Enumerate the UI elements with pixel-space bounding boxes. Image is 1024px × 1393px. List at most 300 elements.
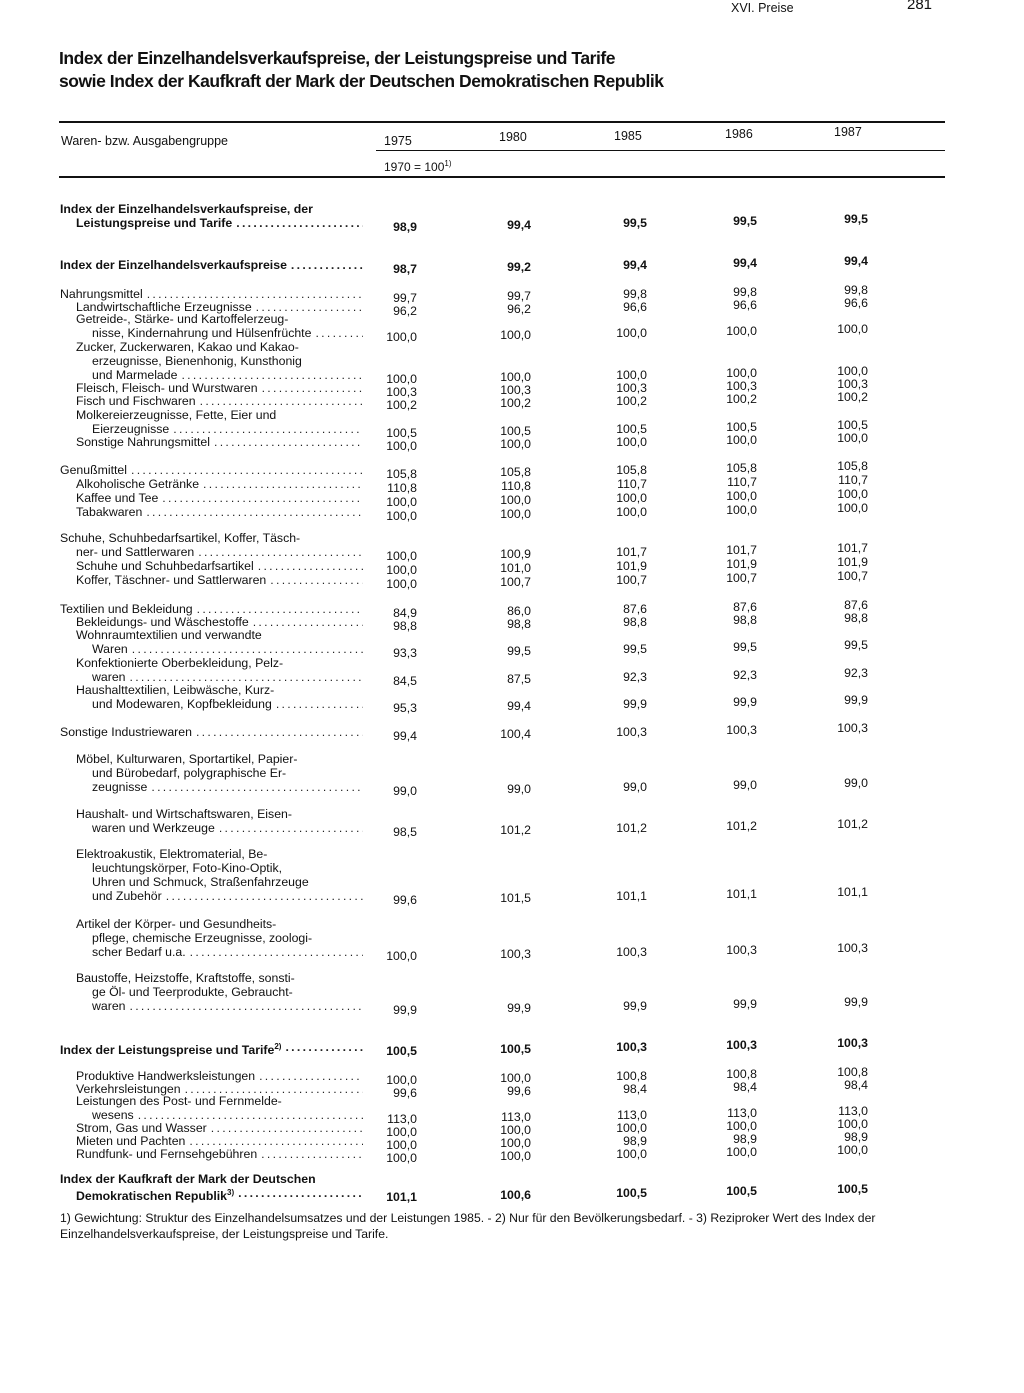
- row-label: [60, 725, 363, 739]
- cell-value-1975: 100,5: [386, 426, 417, 440]
- cell-value-1986: 100,0: [726, 1119, 757, 1133]
- cell-value-1987: 100,3: [837, 1036, 868, 1050]
- cell-value-1980: 100,0: [500, 1136, 531, 1150]
- cell-value-1987: 100,3: [837, 721, 868, 735]
- cell-value-1975: 113,0: [387, 1112, 417, 1126]
- cell-value-1986: 100,2: [726, 392, 757, 406]
- cell-value-1987: 100,0: [837, 1143, 868, 1157]
- cell-value-1986: 98,4: [733, 1080, 757, 1094]
- cell-value-1980: 99,5: [507, 644, 531, 658]
- row-label-text: Index der Kaufkraft der Mark der Deutschen: [60, 1172, 316, 1186]
- row-label-text: wesens: [92, 1108, 134, 1122]
- cell-value-1980: 99,4: [507, 218, 531, 232]
- cell-value-1987: 100,0: [837, 1117, 868, 1131]
- cell-value-1985: 113,0: [617, 1108, 647, 1122]
- cell-value-1987: 100,0: [837, 364, 868, 378]
- dot-leader: [142, 505, 363, 519]
- cell-value-1975: 100,0: [386, 1073, 417, 1087]
- cell-value-1986: 100,3: [726, 723, 757, 737]
- dot-leader: [281, 1040, 363, 1057]
- dot-leader: [185, 1134, 363, 1148]
- dot-leader: [162, 889, 363, 903]
- row-label: [60, 847, 363, 903]
- row-label-text: Verkehrsleistungen: [76, 1082, 181, 1096]
- cell-value-1987: 100,5: [837, 1182, 868, 1196]
- row-label: [60, 435, 363, 449]
- cell-value-1987: 110,7: [838, 473, 868, 487]
- dot-leader: [186, 945, 363, 959]
- row-label: [60, 1134, 363, 1148]
- cell-value-1980: 100,0: [500, 1149, 531, 1163]
- cell-value-1986: 100,5: [726, 1184, 757, 1198]
- dot-leader: [177, 368, 363, 382]
- cell-value-1986: 100,3: [726, 1038, 757, 1052]
- cell-value-1980: 99,9: [507, 1001, 531, 1015]
- cell-value-1986: 98,8: [733, 613, 757, 627]
- cell-value-1985: 100,3: [616, 381, 647, 395]
- cell-value-1980: 100,0: [500, 328, 531, 342]
- row-label-text: Demokratischen Republik$^{3)}$: [76, 1188, 235, 1204]
- row-label: [60, 408, 363, 436]
- dot-leader: [232, 216, 363, 230]
- cell-value-1986: 99,0: [733, 778, 757, 792]
- cell-value-1980: 100,0: [500, 370, 531, 384]
- cell-value-1986: 101,1: [726, 887, 757, 901]
- row-label-text: Bekleidungs- und Wäschestoffe: [76, 615, 249, 629]
- cell-value-1987: 105,8: [837, 459, 868, 473]
- row-label-text: Haushalttextilien, Leibwäsche, Kurz-: [76, 683, 275, 697]
- row-label-text: Genußmittel: [60, 463, 127, 477]
- row-label: [60, 1147, 363, 1161]
- row-label-text: ge Öl- und Teerprodukte, Gebraucht-: [92, 985, 293, 999]
- dot-leader: [194, 545, 363, 559]
- row-label-text: Möbel, Kulturwaren, Sportartikel, Papier-: [76, 752, 298, 766]
- cell-value-1975: 99,6: [393, 893, 417, 907]
- cell-value-1986: 100,0: [726, 503, 757, 517]
- cell-value-1987: 99,9: [844, 995, 868, 1009]
- cell-value-1985: 99,9: [623, 697, 647, 711]
- cell-value-1975: 100,5: [386, 1044, 417, 1058]
- cell-value-1986: 99,9: [733, 997, 757, 1011]
- row-label-text: Schuhe und Schuhbedarfsartikel: [76, 559, 254, 573]
- cell-value-1986: 113,0: [727, 1106, 757, 1120]
- cell-value-1986: 100,3: [726, 379, 757, 393]
- cell-value-1986: 100,7: [726, 571, 757, 585]
- cell-value-1975: 100,0: [386, 495, 417, 509]
- dot-leader: [192, 725, 363, 739]
- cell-value-1980: 100,0: [500, 507, 531, 521]
- cell-value-1986: 100,0: [726, 1145, 757, 1159]
- row-label-text: Elektroakustik, Elektromaterial, Be-: [76, 847, 268, 861]
- cell-value-1987: 100,2: [837, 390, 868, 404]
- row-label-text: und Modewaren, Kopfbekleidung: [92, 697, 272, 711]
- cell-value-1980: 100,2: [500, 396, 531, 410]
- cell-value-1986: 99,8: [733, 285, 757, 299]
- cell-value-1980: 100,7: [500, 575, 531, 589]
- cell-value-1975: 101,1: [386, 1190, 417, 1204]
- cell-value-1980: 100,0: [500, 1071, 531, 1085]
- cell-value-1980: 99,2: [507, 260, 531, 274]
- cell-value-1980: 87,5: [507, 672, 531, 686]
- row-label: [60, 752, 363, 794]
- cell-value-1980: 98,8: [507, 617, 531, 631]
- dot-leader: [311, 326, 363, 340]
- cell-value-1985: 99,5: [623, 642, 647, 656]
- row-label-text: Leistungen des Post- und Fernmelde-: [76, 1094, 282, 1108]
- cell-value-1985: 100,2: [616, 394, 647, 408]
- row-label-text: Koffer, Täschner- und Sattlerwaren: [76, 573, 267, 587]
- cell-value-1980: 99,6: [507, 1084, 531, 1098]
- year-header-1986: 1986: [725, 127, 753, 141]
- cell-value-1980: 105,8: [500, 465, 531, 479]
- cell-value-1987: 87,6: [844, 598, 868, 612]
- row-label-text: Tabakwaren: [76, 505, 143, 519]
- cell-value-1985: 101,7: [616, 545, 647, 559]
- row-label: [60, 381, 363, 395]
- cell-value-1987: 98,9: [844, 1130, 868, 1144]
- cell-value-1975: 100,0: [386, 1151, 417, 1165]
- row-label-text: Artikel der Körper- und Gesundheits-: [76, 917, 277, 931]
- cell-value-1975: 100,0: [386, 549, 417, 563]
- row-label: [60, 340, 363, 382]
- row-label: [60, 807, 363, 835]
- cell-value-1975: 100,3: [386, 385, 417, 399]
- row-label: [60, 202, 363, 230]
- cell-value-1985: 100,0: [616, 326, 647, 340]
- cell-value-1975: 98,8: [393, 619, 417, 633]
- table-top-rule: [59, 121, 945, 123]
- cell-value-1987: 100,0: [837, 501, 868, 515]
- cell-value-1985: 100,3: [616, 1040, 647, 1054]
- cell-value-1985: 100,0: [616, 1121, 647, 1135]
- cell-value-1980: 101,5: [500, 891, 531, 905]
- cell-value-1987: 100,8: [837, 1065, 868, 1079]
- cell-value-1975: 98,5: [393, 825, 417, 839]
- row-label-text: Eierzeugnisse: [92, 422, 170, 436]
- cell-value-1986: 100,0: [726, 489, 757, 503]
- cell-value-1987: 99,8: [844, 283, 868, 297]
- dot-leader: [254, 559, 363, 573]
- row-label-text: Baustoffe, Heizstoffe, Kraftstoffe, sonsti-: [76, 971, 295, 985]
- dot-leader: [215, 821, 363, 835]
- row-label-text: Getreide-, Stärke- und Kartoffelerzeug-: [76, 312, 289, 326]
- cell-value-1985: 92,3: [623, 670, 647, 684]
- row-label: [60, 477, 363, 491]
- cell-value-1980: 113,0: [501, 1110, 531, 1124]
- row-label-text: Zucker, Zuckerwaren, Kakao und Kakao-: [76, 340, 299, 354]
- year-header-1975: 1975: [384, 134, 412, 148]
- dot-leader: [158, 491, 363, 505]
- cell-value-1975: 96,2: [393, 304, 417, 318]
- cell-value-1975: 100,0: [386, 330, 417, 344]
- cell-value-1980: 110,8: [501, 479, 531, 493]
- cell-value-1975: 100,0: [386, 1125, 417, 1139]
- row-label: [60, 491, 363, 505]
- cell-value-1987: 100,3: [837, 377, 868, 391]
- cell-value-1985: 100,7: [616, 573, 647, 587]
- cell-value-1987: 99,5: [844, 638, 868, 652]
- cell-value-1975: 100,0: [386, 949, 417, 963]
- cell-value-1985: 100,3: [616, 945, 647, 959]
- row-label-text: Fleisch, Fleisch- und Wurstwaren: [76, 381, 258, 395]
- cell-value-1975: 98,7: [393, 262, 417, 276]
- row-label: [60, 1172, 363, 1203]
- row-label: [60, 312, 363, 340]
- cell-value-1980: 100,0: [500, 437, 531, 451]
- row-label: [60, 394, 363, 408]
- cell-value-1985: 99,8: [623, 287, 647, 301]
- cell-value-1987: 98,4: [844, 1078, 868, 1092]
- cell-value-1980: 100,3: [500, 383, 531, 397]
- row-label-text: zeugnisse: [92, 780, 148, 794]
- footnote-ref: 2): [274, 1042, 282, 1051]
- cell-value-1980: 100,0: [500, 493, 531, 507]
- cell-value-1985: 100,8: [616, 1069, 647, 1083]
- cell-value-1985: 100,5: [616, 422, 647, 436]
- cell-value-1980: 100,5: [500, 424, 531, 438]
- cell-value-1975: 105,8: [386, 467, 417, 481]
- cell-value-1980: 100,6: [500, 1188, 531, 1202]
- cell-value-1987: 99,0: [844, 776, 868, 790]
- row-label-text: und Zubehör: [92, 889, 162, 903]
- cell-value-1985: 99,5: [623, 216, 647, 230]
- row-label-text: nisse, Kindernahrung und Hülsenfrüchte: [92, 326, 312, 340]
- row-label-text: Index der Einzelhandelsverkaufspreise, der: [60, 202, 313, 216]
- dot-leader: [272, 697, 363, 711]
- dot-leader: [147, 780, 363, 794]
- cell-value-1986: 105,8: [726, 461, 757, 475]
- footnotes: 1) Gewichtung: Struktur des Einzelhandelsumsatzes und der Leistungen 1985. - 2) Nur für den Bevölkerungsbedarf. - 3) Reziproker Wert des Index der Einzelhandelsverkaufspreise, der Leistungspreise und Tarife.: [60, 1211, 876, 1241]
- dot-leader: [258, 381, 363, 395]
- cell-value-1987: 101,1: [837, 885, 868, 899]
- cell-value-1987: 92,3: [844, 666, 868, 680]
- row-label: [60, 628, 363, 656]
- cell-value-1986: 100,5: [726, 420, 757, 434]
- cell-value-1987: 98,8: [844, 611, 868, 625]
- year-header-1987: 1987: [834, 125, 862, 139]
- row-label-text: Schuhe, Schuhbedarfsartikel, Koffer, Täsch-: [60, 531, 301, 545]
- cell-value-1975: 110,8: [387, 481, 417, 495]
- dot-leader: [143, 287, 363, 301]
- cell-value-1985: 98,4: [623, 1082, 647, 1096]
- row-label-text: und Marmelade: [92, 368, 178, 382]
- row-label-text: Wohnraumtextilien und verwandte: [76, 628, 262, 642]
- row-label-text: waren: [92, 999, 126, 1013]
- row-label-text: Molkereierzeugnisse, Fette, Eier und: [76, 408, 277, 422]
- cell-value-1986: 101,7: [726, 543, 757, 557]
- group-column-header: Waren- bzw. Ausgabengruppe: [61, 134, 229, 148]
- row-label-text: Haushalt- und Wirtschaftswaren, Eisen-: [76, 807, 292, 821]
- cell-value-1987: 99,4: [844, 254, 868, 268]
- cell-value-1986: 100,0: [726, 324, 757, 338]
- row-label-text: Index der Einzelhandelsverkaufspreise: [60, 258, 287, 272]
- cell-value-1980: 99,7: [507, 289, 531, 303]
- cell-value-1975: 100,0: [386, 372, 417, 386]
- cell-value-1975: 100,0: [386, 1138, 417, 1152]
- row-label-text: Uhren und Schmuck, Straßenfahrzeuge: [92, 875, 309, 889]
- cell-value-1985: 100,0: [616, 368, 647, 382]
- cell-value-1985: 87,6: [623, 602, 647, 616]
- row-label: [60, 258, 363, 272]
- dot-leader: [126, 670, 364, 684]
- cell-value-1986: 100,0: [726, 366, 757, 380]
- row-label: [60, 1121, 363, 1135]
- cell-value-1987: 100,5: [837, 418, 868, 432]
- cell-value-1985: 99,0: [623, 780, 647, 794]
- row-label-text: Fisch und Fischwaren: [76, 394, 196, 408]
- cell-value-1986: 99,9: [733, 695, 757, 709]
- cell-value-1985: 100,0: [616, 1147, 647, 1161]
- year-header-1980: 1980: [499, 130, 527, 144]
- cell-value-1980: 101,2: [500, 823, 531, 837]
- cell-value-1975: 100,0: [386, 509, 417, 523]
- cell-value-1985: 100,0: [616, 491, 647, 505]
- cell-value-1975: 100,0: [386, 439, 417, 453]
- page-number: 281: [907, 0, 933, 13]
- row-label-text: scher Bedarf u.a.: [92, 945, 186, 959]
- cell-value-1987: 100,3: [837, 941, 868, 955]
- cell-value-1987: 100,0: [837, 487, 868, 501]
- row-label: [60, 917, 363, 959]
- cell-value-1986: 87,6: [733, 600, 757, 614]
- cell-value-1985: 110,7: [617, 477, 647, 491]
- row-label-text: erzeugnisse, Bienenhonig, Kunsthonig: [92, 354, 302, 368]
- dot-leader: [169, 422, 363, 436]
- cell-value-1980: 99,0: [507, 782, 531, 796]
- cell-value-1985: 98,9: [623, 1134, 647, 1148]
- cell-value-1975: 84,5: [393, 674, 417, 688]
- row-label: [60, 531, 363, 559]
- cell-value-1975: 99,7: [393, 291, 417, 305]
- cell-value-1987: 99,5: [844, 212, 868, 226]
- row-label-text: waren: [92, 670, 126, 684]
- cell-value-1975: 84,9: [393, 606, 417, 620]
- cell-value-1986: 99,4: [733, 256, 757, 270]
- row-label: [60, 559, 363, 573]
- cell-value-1980: 96,2: [507, 302, 531, 316]
- cell-value-1975: 95,3: [393, 701, 417, 715]
- cell-value-1987: 100,7: [837, 569, 868, 583]
- cell-value-1987: 96,6: [844, 296, 868, 310]
- row-label-text: Sonstige Nahrungsmittel: [76, 435, 210, 449]
- cell-value-1975: 93,3: [393, 646, 417, 660]
- dot-leader: [257, 1147, 363, 1161]
- cell-value-1985: 100,3: [616, 725, 647, 739]
- cell-value-1986: 98,9: [733, 1132, 757, 1146]
- cell-value-1975: 99,6: [393, 1086, 417, 1100]
- cell-value-1986: 101,2: [726, 819, 757, 833]
- cell-value-1985: 100,5: [616, 1186, 647, 1200]
- row-label: [60, 1069, 363, 1083]
- cell-value-1975: 99,0: [393, 784, 417, 798]
- cell-value-1980: 100,5: [500, 1042, 531, 1056]
- cell-value-1987: 101,7: [837, 541, 868, 555]
- row-label-text: ner- und Sattlerwaren: [76, 545, 195, 559]
- row-label: [60, 602, 363, 616]
- row-label-text: leuchtungskörper, Foto-Kino-Optik,: [92, 861, 283, 875]
- cell-value-1985: 100,0: [616, 435, 647, 449]
- row-label-text: Sonstige Industriewaren: [60, 725, 192, 739]
- cell-value-1975: 99,9: [393, 1003, 417, 1017]
- row-label: [60, 1040, 363, 1057]
- cell-value-1986: 101,9: [726, 557, 757, 571]
- dot-leader: [287, 258, 363, 272]
- cell-value-1985: 101,2: [616, 821, 647, 835]
- row-label-text: Alkoholische Getränke: [76, 477, 200, 491]
- cell-value-1986: 99,5: [733, 640, 757, 654]
- row-label-text: Waren: [92, 642, 128, 656]
- cell-value-1975: 99,4: [393, 729, 417, 743]
- cell-value-1987: 113,0: [838, 1104, 868, 1118]
- cell-value-1980: 100,4: [500, 727, 531, 741]
- row-label-text: Textilien und Bekleidung: [60, 602, 193, 616]
- dot-leader: [249, 615, 363, 629]
- row-label: [60, 683, 363, 711]
- cell-value-1987: 99,9: [844, 693, 868, 707]
- cell-value-1975: 100,0: [386, 577, 417, 591]
- cell-value-1986: 100,0: [726, 433, 757, 447]
- row-label-text: Rundfunk- und Fernsehgebühren: [76, 1147, 258, 1161]
- row-label: [60, 573, 363, 587]
- row-label: [60, 505, 363, 519]
- dot-leader: [210, 435, 363, 449]
- cell-value-1985: 100,0: [616, 505, 647, 519]
- cell-value-1987: 100,0: [837, 322, 868, 336]
- cell-value-1980: 99,4: [507, 699, 531, 713]
- dot-leader: [199, 477, 363, 491]
- row-label-text: Landwirtschaftliche Erzeugnisse: [76, 300, 252, 314]
- dot-leader: [193, 602, 363, 616]
- dot-leader: [134, 1108, 363, 1122]
- running-header-section: XVI. Preise: [731, 1, 794, 15]
- row-label-text: Strom, Gas und Wasser: [76, 1121, 207, 1135]
- cell-value-1986: 100,3: [726, 943, 757, 957]
- cell-value-1985: 99,4: [623, 258, 647, 272]
- cell-value-1985: 96,6: [623, 300, 647, 314]
- cell-value-1986: 96,6: [733, 298, 757, 312]
- base-year-note: $1970 = 100^{1)}$: [384, 159, 452, 174]
- row-label-text: Index der Leistungspreise und Tarife$^{2)}$: [60, 1042, 282, 1058]
- cell-value-1975: 100,2: [386, 398, 417, 412]
- cell-value-1986: 99,5: [733, 214, 757, 228]
- cell-value-1985: 99,9: [623, 999, 647, 1013]
- row-label-text: Leistungspreise und Tarife: [76, 216, 233, 230]
- year-header-1985: 1985: [614, 129, 642, 143]
- row-label: [60, 656, 363, 684]
- cell-value-1986: 110,7: [727, 475, 757, 489]
- dot-leader: [196, 394, 363, 408]
- table-year-rule: [376, 150, 945, 151]
- cell-value-1980: 100,0: [500, 1123, 531, 1137]
- row-label: [60, 615, 363, 629]
- dot-leader: [266, 573, 363, 587]
- cell-value-1987: 101,9: [837, 555, 868, 569]
- dot-leader: [207, 1121, 363, 1135]
- row-label-text: Nahrungsmittel: [60, 287, 143, 301]
- cell-value-1985: 105,8: [616, 463, 647, 477]
- row-label: [60, 463, 363, 477]
- row-label-text: Produktive Handwerksleistungen: [76, 1069, 256, 1083]
- cell-value-1975: 100,0: [386, 563, 417, 577]
- cell-value-1986: 92,3: [733, 668, 757, 682]
- row-label-text: Konfektionierte Oberbekleidung, Pelz-: [76, 656, 284, 670]
- dot-leader: [126, 999, 364, 1013]
- row-label: [60, 287, 363, 301]
- row-label-text: und Bürobedarf, polygraphische Er-: [92, 766, 287, 780]
- cell-value-1985: 101,9: [616, 559, 647, 573]
- dot-leader: [128, 642, 363, 656]
- cell-value-1980: 101,0: [500, 561, 531, 575]
